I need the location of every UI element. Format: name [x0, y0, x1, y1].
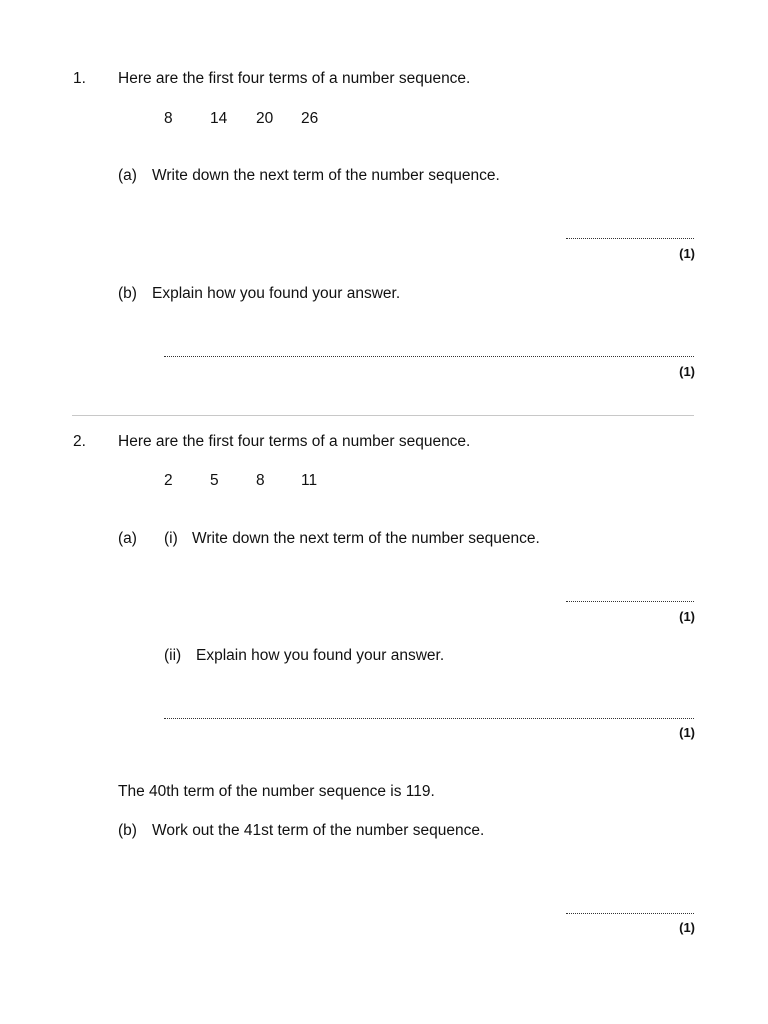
part-label: (a) [118, 530, 137, 547]
sequence-term: 8 [256, 472, 265, 489]
question-intro: Here are the first four terms of a number sequence. [118, 433, 471, 450]
part-label: (a) [118, 167, 137, 184]
sequence-term: 20 [256, 110, 274, 127]
part-text: Write down the next term of the number sequence. [152, 167, 500, 184]
question-intro: Here are the first four terms of a number sequence. [118, 70, 471, 87]
answer-line[interactable] [164, 706, 694, 719]
question-divider [72, 415, 694, 416]
marks-label: (1) [679, 725, 695, 740]
part-text: Explain how you found your answer. [152, 285, 401, 302]
sequence-term: 8 [164, 110, 173, 127]
marks-label: (1) [679, 920, 695, 935]
subpart-label: (ii) [164, 647, 182, 664]
sequence-term: 14 [210, 110, 228, 127]
part-label: (b) [118, 285, 137, 302]
answer-line[interactable] [566, 901, 694, 914]
sequence-term: 2 [164, 472, 173, 489]
marks-label: (1) [679, 246, 695, 261]
sequence-term: 26 [301, 110, 319, 127]
statement-text: The 40th term of the number sequence is 119. [118, 783, 435, 800]
answer-line[interactable] [566, 226, 694, 239]
sequence-term: 5 [210, 472, 219, 489]
sequence-term: 11 [301, 472, 318, 489]
part-text: Write down the next term of the number sequence. [192, 530, 540, 547]
part-text: Work out the 41st term of the number sequence. [152, 822, 485, 839]
marks-label: (1) [679, 609, 695, 624]
subpart-label: (i) [164, 530, 178, 547]
answer-line[interactable] [164, 344, 694, 357]
question-number: 1. [73, 70, 86, 87]
part-text: Explain how you found your answer. [196, 647, 445, 664]
part-label: (b) [118, 822, 137, 839]
answer-line[interactable] [566, 589, 694, 602]
marks-label: (1) [679, 364, 695, 379]
question-number: 2. [73, 433, 86, 450]
